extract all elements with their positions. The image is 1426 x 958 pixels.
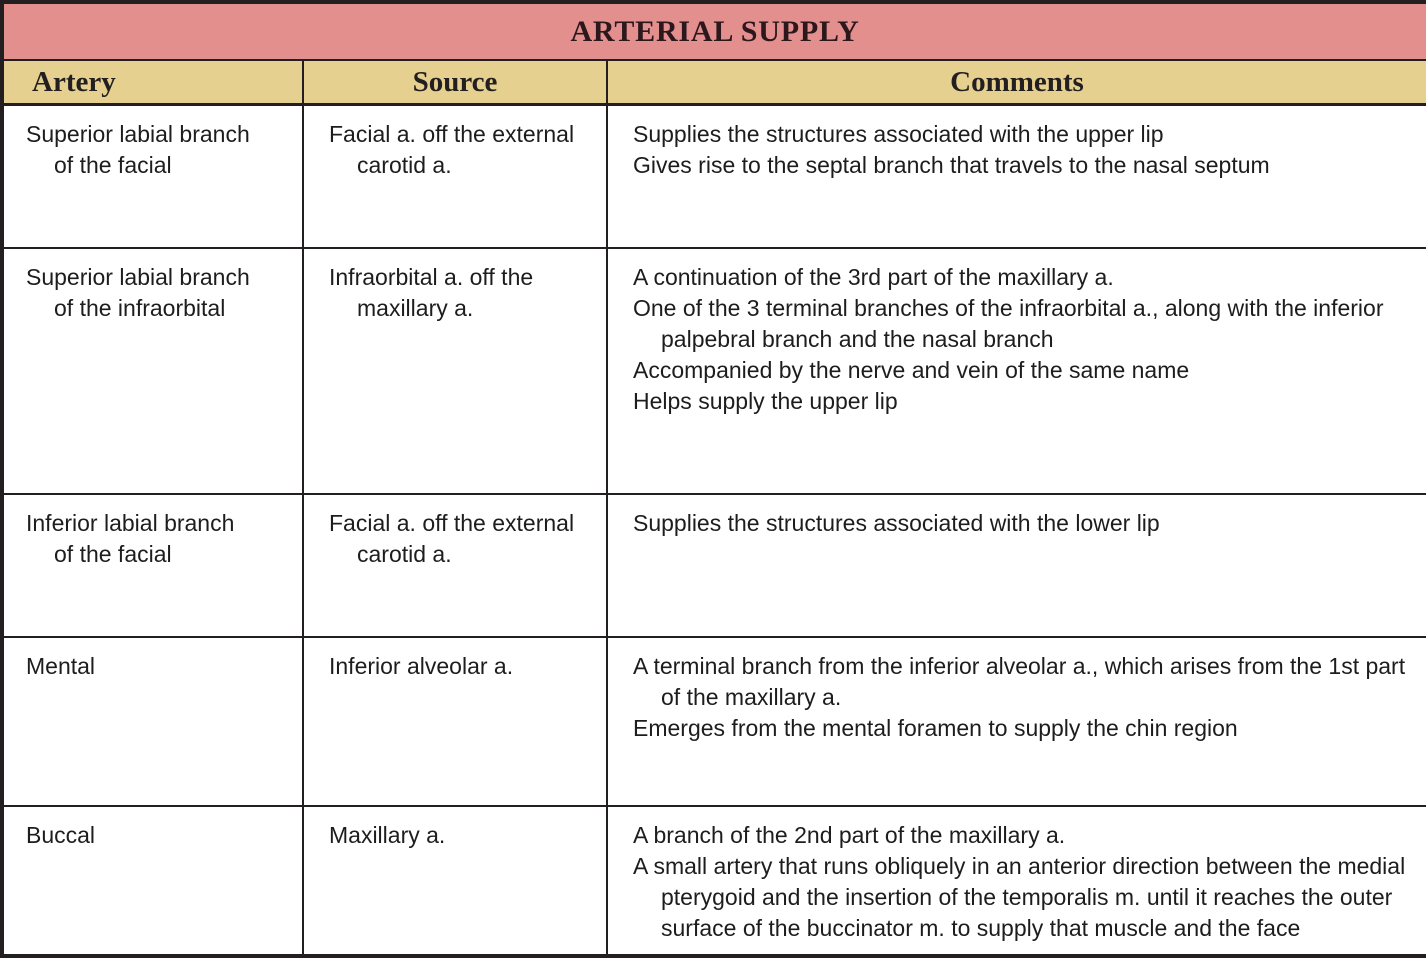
- table-row: [2, 105, 1426, 249]
- comment-line: A small artery that runs obliquely in an anterior direction between the medial pterygoid and the insertion of the temporalis m. until it reaches the outer surface of the buccinator m. to supply that muscle and the face: [633, 853, 1406, 941]
- comment-line: Accompanied by the nerve and vein of the same name: [633, 357, 1190, 383]
- comment-line: Gives rise to the septal branch that travels to the nasal septum: [633, 152, 1270, 178]
- comments-cell: [607, 637, 1426, 806]
- comment-line: Supplies the structures associated with the upper lip: [633, 121, 1164, 147]
- artery-name: Inferior labial branch of the facial: [26, 510, 235, 567]
- comment-line: One of the 3 terminal branches of the infraorbital a., along with the inferior palpebral branch and the nasal branch: [633, 295, 1384, 352]
- comments-cell: [607, 806, 1426, 956]
- source-cell: [303, 806, 607, 956]
- comment-line: Supplies the structures associated with the lower lip: [633, 510, 1160, 536]
- artery-cell: [2, 494, 303, 637]
- comment-line: A branch of the 2nd part of the maxillary a.: [633, 822, 1066, 848]
- column-header-source: Source: [303, 60, 607, 105]
- artery-cell: [2, 806, 303, 956]
- table-row: [2, 806, 1426, 956]
- source-name: Maxillary a.: [329, 822, 446, 848]
- comment-line: A continuation of the 3rd part of the maxillary a.: [633, 264, 1114, 290]
- table-row: [2, 248, 1426, 494]
- artery-cell: [2, 637, 303, 806]
- table-row: [2, 494, 1426, 637]
- column-header-artery: Artery: [2, 60, 303, 105]
- source-name: Inferior alveolar a.: [329, 653, 514, 679]
- source-cell: [303, 248, 607, 494]
- column-header-row: [2, 60, 1426, 105]
- artery-name: Mental: [26, 653, 96, 679]
- table-title: ARTERIAL SUPPLY: [2, 2, 1426, 60]
- comment-line: Emerges from the mental foramen to supply the chin region: [633, 715, 1238, 741]
- artery-cell: [2, 105, 303, 249]
- comments-cell: [607, 494, 1426, 637]
- title-row: [2, 2, 1426, 60]
- artery-name: Superior labial branch of the facial: [26, 121, 250, 178]
- comment-line: A terminal branch from the inferior alveolar a., which arises from the 1st part of the maxillary a.: [633, 653, 1406, 710]
- source-cell: [303, 494, 607, 637]
- comment-line: Helps supply the upper lip: [633, 388, 898, 414]
- table-row: [2, 637, 1426, 806]
- source-cell: [303, 637, 607, 806]
- table-body: [2, 105, 1426, 957]
- comments-cell: [607, 248, 1426, 494]
- source-name: Facial a. off the external carotid a.: [329, 121, 575, 178]
- artery-cell: [2, 248, 303, 494]
- source-cell: [303, 105, 607, 249]
- artery-name: Buccal: [26, 822, 96, 848]
- source-name: Infraorbital a. off the maxillary a.: [329, 264, 534, 321]
- column-header-comments: Comments: [607, 60, 1426, 105]
- comments-cell: [607, 105, 1426, 249]
- artery-name: Superior labial branch of the infraorbital: [26, 264, 250, 321]
- source-name: Facial a. off the external carotid a.: [329, 510, 575, 567]
